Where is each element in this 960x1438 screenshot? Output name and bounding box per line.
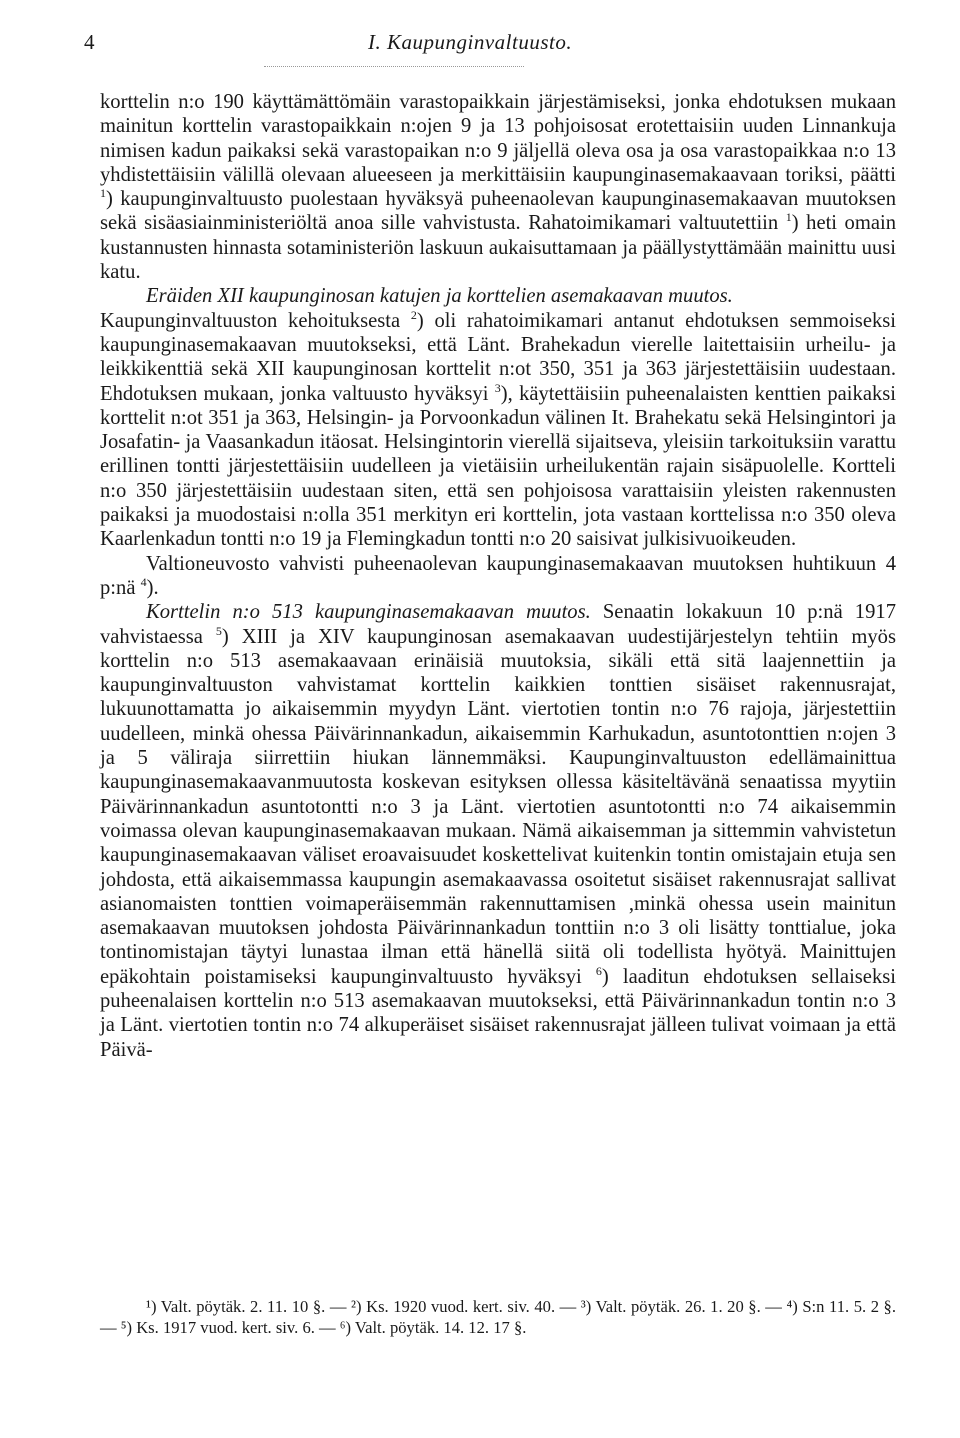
paragraph [100, 552, 896, 601]
text-run: kaupunginvaltuusto puolestaan hyväksyä puheenaolevan kaupunginasemakaavan muutoksen sekä sisäasiainministeriöltä anoa sille vahvistusta. Rahatoimikamari valtuutettiin [100, 188, 896, 235]
footnotes [100, 1296, 896, 1338]
ref-paren: ) [106, 188, 113, 211]
paragraph [100, 284, 896, 308]
text-run: Senaatin lokakuun 10 p:nä 1917 vahvistaessa [100, 601, 896, 648]
section-heading: Eräiden XII kaupunginosan katujen ja korttelien asemakaavan muutos. [146, 285, 733, 308]
footnote-text: ¹) Valt. pöytäk. 2. 11. 10 §. — ²) Ks. 1920 vuod. kert. siv. 40. — ³) Valt. pöytäk. 26. 1. 20 §. — ⁴) S:n 11. 5. 2 §. — ⁵) Ks. 1917 vuod. kert. siv. 6. — ⁶) Valt. pöytäk. 14. 12. 17 §. [100, 1297, 896, 1337]
footnote-ref: 5 [215, 623, 222, 638]
footnote-ref: 2 [410, 307, 417, 322]
text-run: käytettäisiin puheenalaisten kenttien paikaksi korttelit n:ot 351 ja 363, Helsingin- ja Porvoonkadun välinen It. Brahekatu sekä Helsingintori ja Josafatin- ja Vaasankadun itäosat. Helsingintorin vierellä sijaitseva, yleisiin tarkoituksiin varattu erillinen tontti järjestettäisiin uudelleen ja vietäisiin urheilukentän rajain sisäpuolelle. Kortteli n:o 350 järjestettäisiin uudestaan siten, että sen pohjoisosa varattaisiin yleisten rakennusten paikaksi ja muodostaisi n:olla 351 merkityn eri korttelin, jota vastaan korttelissa n:o 350 oleva Kaarlenkadun tontti n:o 19 ja Flemingkadun tontti n:o 20 saisivat julkisivuoikeuden. [100, 382, 896, 551]
footnote-ref: 4 [140, 575, 147, 590]
section-heading: Korttelin n:o 513 kaupunginasemakaavan muutos. [146, 601, 591, 624]
header-rule [264, 66, 524, 67]
text-run: oli rahatoimikamari antanut ehdotuksen semmoiseksi kaupunginasemakaavan muutokseksi, että Länt. Brahekadun vierelle laitettaisiin urheilu- ja leikkikenttiä sekä XII kaupunginosan korttelit n:ot 350, 351 ja 363 järjestettäisiin uudestaan. Ehdotuksen mukaan, jonka valtuusto hyväksyi [100, 309, 896, 405]
ref-paren: ) [416, 309, 424, 332]
paragraph [100, 600, 896, 1062]
text-run: korttelin n:o 190 käyttämättömäin varastopaikkain järjestämiseksi, jonka ehdotuksen mukaan mainitun korttelin varastopaikkain n:ojen 9 ja 13 pohjoisosat erotettaisiin uuden Linnankuja nimisen kadun paikaksi sekä varastopaikan n:o 9 jäljellä oleva osa ja osa varastopaikkaa n:o 13 yhdistettäisiin välillä olevaan alueeseen ja merkittäisiin kaupunginasemakaavaan toriksi, päätti [100, 91, 896, 186]
footnote-ref: 6 [595, 963, 602, 978]
ref-paren: ). [146, 576, 159, 599]
footnote-ref: 3 [494, 380, 501, 395]
text-run: Valtioneuvosto vahvisti puheenaolevan kaupunginasemakaavan muutoksen huhtikuun 4 p:nä [100, 552, 896, 599]
paragraph [100, 309, 896, 552]
body-text [100, 90, 896, 1062]
footnote-ref: 1 [785, 210, 792, 225]
running-title: I. Kaupunginvaltuusto. [368, 30, 573, 54]
ref-paren: ) [221, 625, 229, 648]
text-run: XIII ja XIV kaupunginosan asemakaavan uudestijärjestelyn tehtiin myös korttelin n:o 513 asemakaavaan erinäisiä muutoksia, sikäli että sitä laajennettiin ja kaupunginvaltuuston vahvistamat korttelin kaikkien tonttien sisäiset rakennusrajat, lukuunottamatta jo aikaisemmin myydyn Länt. viertotien tontin n:o 76 rajoja, järjestettiin uudelleen, minkä ohessa Päivärinnankadun, aikaisemmin Karhukadun, asuntotonttien n:ojen 3 ja 5 väliraja siirrettiin hiukan lännemmäksi. Kaupunginvaltuuston edellämainittua kaupunginasemakaavanmuutosta koskevan esityksen ollessa käsiteltävänä senaatissa myytiin Päivärinnankadun asuntotontti n:o 3 ja Länt. viertotien asuntotontti n:o 74 aikaisemmin voimassa olevan kaupunginasemakaavan mukaan. Nämä aikaisemman ja sittemmin vahvistetun kaupunginasemakaavan väliset eroavaisuudet koskettelivat kuitenkin tontin omistajain etuja sen johdosta, että aikaisemmassa kaupungin asemakaavassa osoitetut sisäiset rakennusrajat sallivat asianomaisten tonttien voimaperäisemmän rakennuttamisen ,minkä ohessa usein mainitun asemakaavan muutoksen johdosta Päivärinnankadun tonttiin n:o 3 oli lisätty tonttialue, joka tontinomistajan täytyi lunastaa ilman että hänellä siitä oli todellista hyötyä. Mainittujen epäkohtain poistamiseksi kaupunginvaltuusto hyväksyi [100, 625, 896, 988]
paragraph [100, 90, 896, 284]
page-number: 4 [84, 30, 95, 54]
text-run: laaditun ehdotuksen sellaiseksi puheenalaisen korttelin n:o 513 asemakaavan muutokseksi, että Päivärinnankadun tontin n:o 3 ja Länt. viertotien tontin n:o 74 alkuperäiset sisäiset rakennusrajat jälleen tulivat voimaan ja että Päivä- [100, 965, 896, 1061]
page-header [84, 30, 884, 62]
footnote-ref: 1 [100, 186, 106, 201]
ref-paren: ), [500, 382, 513, 405]
ref-paren: ) [601, 965, 609, 988]
text-run: heti omain kustannusten hinnasta sotaministeriön laskuun aukaisuttamaan ja päällystyttämään mainittu uusi katu. [100, 212, 897, 284]
ref-paren: ) [791, 212, 799, 235]
text-run: Kaupunginvaltuuston kehoituksesta [100, 309, 401, 332]
